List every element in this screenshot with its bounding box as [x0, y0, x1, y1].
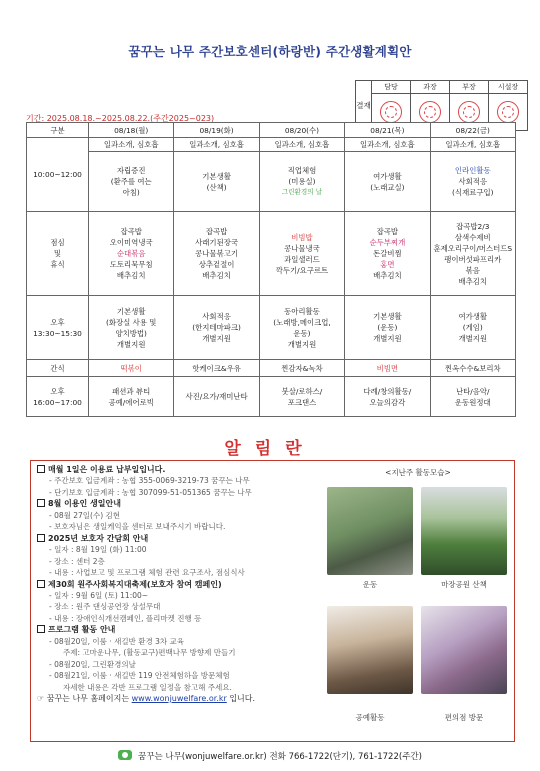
- weekly-schedule-table: [26, 122, 516, 417]
- approval-header: 담당: [372, 81, 411, 94]
- am-cell: 인라인활동 사회적응 (식재료구입): [430, 152, 515, 212]
- snack-cell: 떡볶이: [89, 360, 174, 377]
- day-header: 08/20(수): [259, 123, 344, 138]
- footer: 꿈꾸는 나무(wonjuwelfare.or.kr) 전화 766-1722(단기), 761-1722(주간): [0, 750, 540, 762]
- photo-caption: 운동: [362, 580, 378, 589]
- snack-cell: 찐옥수수&보리차: [430, 360, 515, 377]
- late-cell: 패션과 뷰티 공예/에어로빅: [89, 377, 174, 417]
- center-logo-icon: [118, 750, 132, 760]
- lunch-cell: 비빔밥 콩나물냉국 과일샐러드 깍두기/요구르트: [259, 212, 344, 296]
- notice-list: [37, 464, 332, 705]
- notice-line: - 일자 : 9월 6일 (토) 11:00~: [49, 590, 149, 600]
- intro-cell: 일과소개, 심호흡: [430, 138, 515, 152]
- day-header: 08/19(화): [174, 123, 259, 138]
- pm-cell: 여가생활 (게임) 개별지원: [430, 296, 515, 360]
- homepage-line: ☞ 꿈꾸는 나무 홈페이지는 www.wonjuwelfare.or.kr 입니다.: [37, 694, 256, 704]
- notice-line: - 내용 : 장애인식개선캠페인, 플리마켓 진행 등: [49, 613, 202, 623]
- intro-cell: 일과소개, 심호흡: [89, 138, 174, 152]
- notice-line: 주제: 고마운나무, (활동교구)편백나무 방향제 만들기: [63, 648, 236, 658]
- photo-caption: 마장공원 산책: [441, 580, 487, 589]
- notice-line: - 08월 27일(수) 김현: [49, 510, 121, 520]
- activity-photos: [323, 461, 513, 722]
- notice-line: - 주간보호 입금계좌 : 농협 355-0069-3219-73 꿈꾸는 나무: [49, 476, 250, 486]
- notice-box: [30, 460, 515, 742]
- notice-line: - 단기보호 입금계좌 : 농협 307099-51-051365 꿈꾸는 나무: [49, 487, 252, 497]
- notice-line: - 내용 : 사업보고 및 프로그램 체험 관련 요구조사, 점심식사: [49, 568, 245, 578]
- homepage-link[interactable]: www.wonjuwelfare.or.kr: [131, 694, 227, 704]
- park-walk-photo: [421, 487, 507, 575]
- seal-stamp: [497, 101, 519, 123]
- seal-stamp: [458, 101, 480, 123]
- snack-cell: 핫케이크&우유: [174, 360, 259, 377]
- pm-cell: 기본생활 (운동) 개별지원: [345, 296, 430, 360]
- snack-label: 간식: [27, 360, 89, 377]
- approval-label: 결재: [356, 81, 372, 131]
- notice-line: - 08월21일, 이룸 · 새길반 119 안전체험하을 방문체험: [49, 671, 230, 681]
- am-cell: 직업체험 (미용실) 그린환경의 날: [259, 152, 344, 212]
- notice-line: - 08월20일, 이룸 · 새길반 환경 3차 교육: [49, 636, 184, 646]
- notice-line: - 장소 : 원주 댄싱공연장 상설무대: [49, 602, 161, 612]
- period-text: 기간: 2025.08.18.~2025.08.22.(주간2025~023): [26, 114, 215, 123]
- notice-line: - 장소 : 센터 2층: [49, 556, 105, 566]
- day-header: 08/21(목): [345, 123, 430, 138]
- lunch-cell: 잡곡밥 순두부찌개 돈갈비찜 홍면 배추김치: [345, 212, 430, 296]
- late-cell: 다례/창의활동/ 오늘의감각: [345, 377, 430, 417]
- snack-cell: 찐감자&녹차: [259, 360, 344, 377]
- approval-header: 부장: [450, 81, 489, 94]
- notice-line: - 일자 : 8월 19일 (화) 11:00: [49, 545, 147, 555]
- seal-stamp: [380, 101, 402, 123]
- lunch-label: 점심 및 휴식: [27, 212, 89, 296]
- pm-cell: 사회적응 (한지테마파크) 개별지원: [174, 296, 259, 360]
- page-title: 꿈꾸는 나무 주간보호센터(하랑반) 주간생활계획안: [128, 44, 412, 59]
- late-cell: 붓살/로하스/ 포크댄스: [259, 377, 344, 417]
- day-header: 08/22(금): [430, 123, 515, 138]
- col-header: 구분: [27, 123, 89, 138]
- lunch-cell: 잡곡밥 사래기된장국 콩나물볶고기 상추겉절이 배추김치: [174, 212, 259, 296]
- am-time: 10:00~12:00: [27, 138, 89, 212]
- lunch-cell: 잡곡밥 오이미역냉국 순대볶음 도토리묵무침 배추김치: [89, 212, 174, 296]
- notice-line: 자세한 내용은 각반 프로그램 일정을 참고해 주세요.: [63, 682, 232, 692]
- photo-caption: 공예활동: [355, 713, 385, 722]
- late-cell: 난타/음악/ 운동원정대: [430, 377, 515, 417]
- late-time: 오후 16:00~17:00: [27, 377, 89, 417]
- am-cell: 자립증진 (환주를 여는 아침): [89, 152, 174, 212]
- notice-heading: 2025년 보호자 간담회 안내: [37, 533, 332, 544]
- notice-heading: 제30회 원주사회복지대축제(보호자 참여 캠페인): [37, 579, 332, 590]
- intro-cell: 일과소개, 심호흡: [259, 138, 344, 152]
- notice-heading: 프로그램 활동 안내: [37, 624, 332, 635]
- lunch-cell: 잡곡밥2/3 삼색수제비 훈제오리구이/머스터드S 팽이버섯파프리카 볶음 배추김치: [430, 212, 515, 296]
- approval-header: 시설장: [489, 81, 528, 94]
- exercise-photo: [327, 487, 413, 575]
- craft-activity-photo: [327, 606, 413, 694]
- pm-cell: 기본생활 (화장실 사용 및 양치방법) 개별지원: [89, 296, 174, 360]
- convenience-store-photo: [421, 606, 507, 694]
- notice-heading: 8월 이용인 생일안내: [37, 498, 332, 509]
- intro-cell: 일과소개, 심호흡: [345, 138, 430, 152]
- notice-line: - 08월20일, 그린환경의날: [49, 659, 136, 669]
- am-cell: 여가생활 (노래교실): [345, 152, 430, 212]
- am-cell: 기본생활 (산책): [174, 152, 259, 212]
- notice-heading: 매월 1일은 이용료 납부일입니다.: [37, 464, 332, 475]
- notice-title: 알림란: [224, 439, 316, 459]
- approval-header: 과장: [411, 81, 450, 94]
- day-header: 08/18(월): [89, 123, 174, 138]
- seal-stamp: [419, 101, 441, 123]
- snack-cell: 비빔면: [345, 360, 430, 377]
- photo-caption: 편의점 방문: [444, 713, 484, 722]
- intro-cell: 일과소개, 심호흡: [174, 138, 259, 152]
- pm-time: 오후 13:30~15:30: [27, 296, 89, 360]
- photos-title: <지난주 활동모습>: [385, 468, 451, 477]
- pm-cell: 동아리활동 (노래방,메이크업, 운동) 개별지원: [259, 296, 344, 360]
- notice-line: - 보호자님은 생일케익을 센터로 보내주시기 바랍니다.: [49, 522, 226, 532]
- late-cell: 사진/요가/재미난타: [174, 377, 259, 417]
